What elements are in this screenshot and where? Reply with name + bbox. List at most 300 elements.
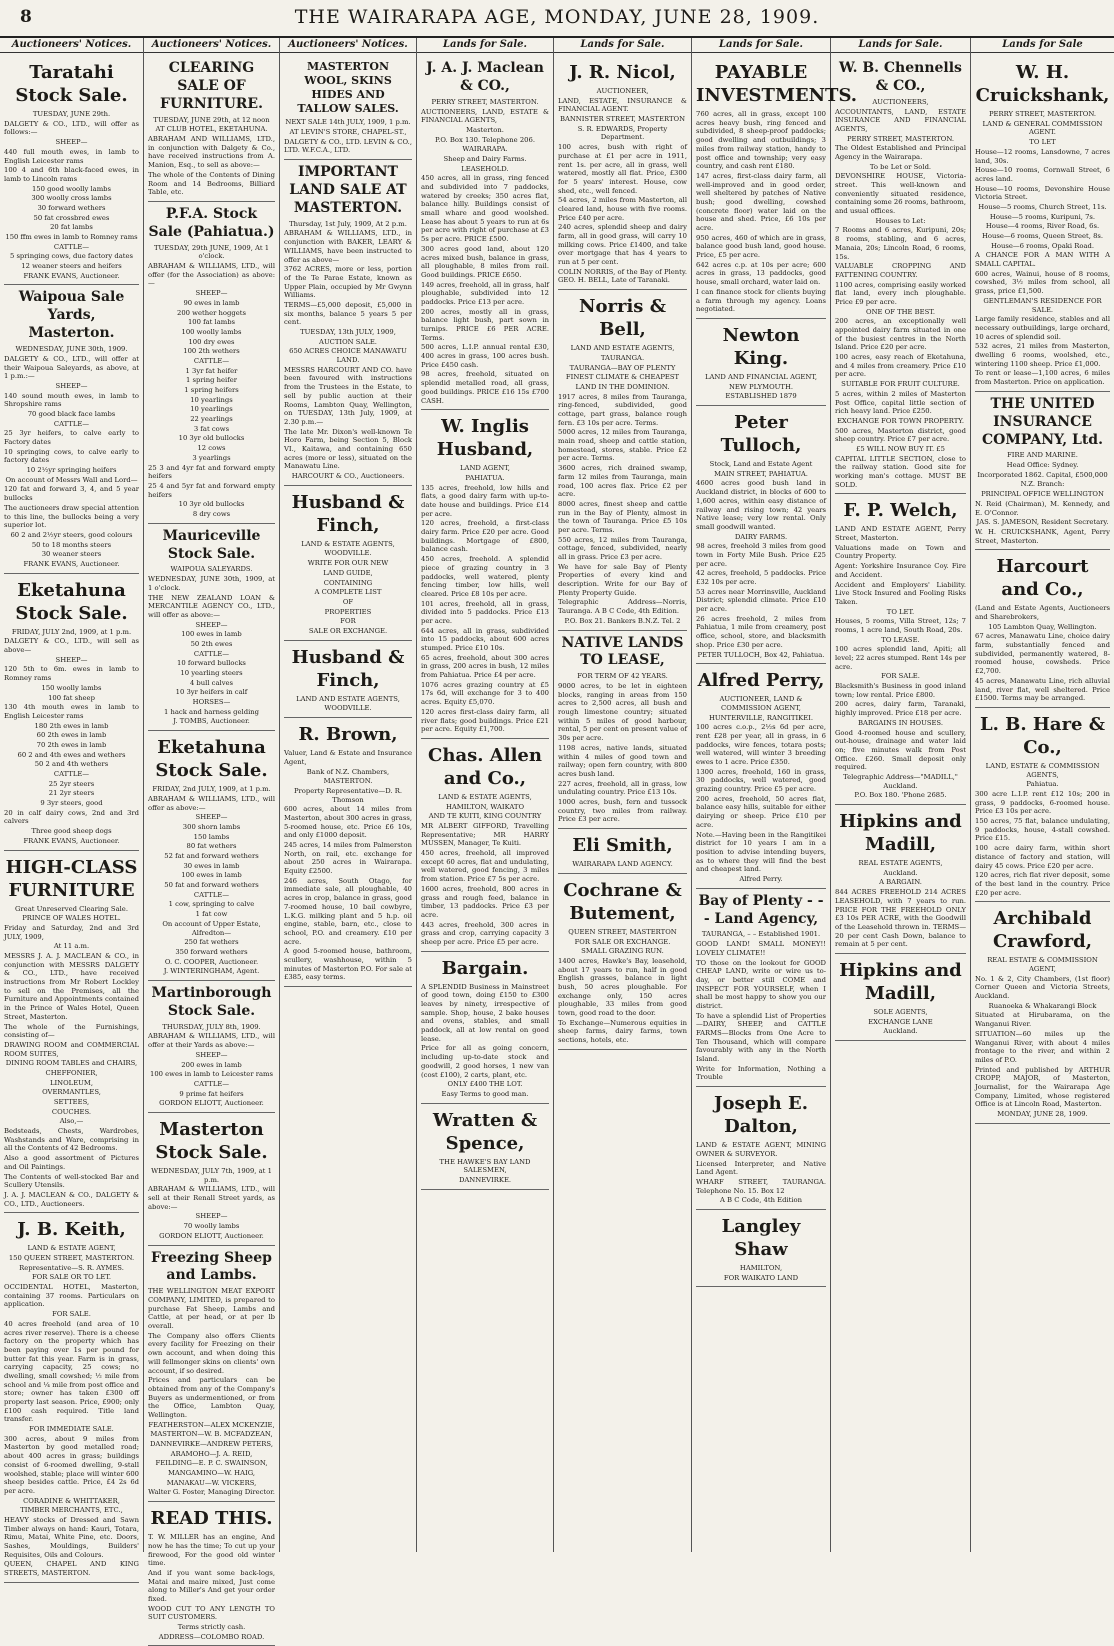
ad-line: CHEFFONIER, bbox=[45, 1068, 98, 1077]
ad-title: READ THIS. bbox=[150, 1508, 273, 1530]
ad-line: TAURANGA—BAY OF PLENTY bbox=[569, 363, 676, 372]
ad-line: Price for all as going concern, including up-to-date stock and goodwill, 2 good horses, 1 new van (cost £100), 2 carts, plant, etc. bbox=[421, 1044, 549, 1079]
ad-title: Hipkins and Madill, bbox=[839, 959, 962, 1004]
ad-line: ABRAHAM & WILLIAMS, LTD., in conjunction with BAKER, LEARY & WILLIAMS, have been instructed to offer as above— bbox=[284, 229, 412, 264]
ad-line: 760 acres, all in grass, except 100 acres heavy bush, ring fenced and subdivided, 8 sheep-proof paddocks; good dwelling and outbuildings; 3 miles from railway station, handy to post office and township; very easy country, and cash rent £180. bbox=[696, 110, 826, 171]
ad-line: LAND AND ESTATE AGENTS, bbox=[570, 344, 675, 353]
ad-line: Good 4-roomed house and scullery, out-house, drainage and water laid on; five minutes walk from Post Office. £260. Small deposit only required. bbox=[835, 728, 966, 772]
ad-line: 3 fat cows bbox=[193, 424, 230, 433]
ad-line: SHEEP— bbox=[195, 289, 228, 298]
ad-line: COUCHES. bbox=[51, 1107, 92, 1116]
ad-line: Three good sheep dogs bbox=[31, 827, 112, 836]
ad-title: Husband & Finch, bbox=[291, 491, 405, 536]
ad-line: 65 acres, freehold, about 300 acres in grass, 200 acres in bush, 12 miles from Pahiatua. Price £4 per acre. bbox=[421, 653, 549, 680]
ad-line: 149 acres, freehold, all in grass, half ploughable, subdivided into 12 paddocks. Price £13 per acre. bbox=[421, 280, 549, 306]
ad-line: 105 Lambton Quay, Wellington. bbox=[988, 622, 1097, 631]
ad-line: 10 springing cows, to calve early to factory dates bbox=[4, 447, 139, 465]
ad-title: Chas. Allen and Co., bbox=[428, 744, 542, 789]
ad-line: Representative—S. R. AYMES. bbox=[19, 1263, 124, 1272]
ad-line: 50 2 and 4th wethers bbox=[34, 760, 109, 769]
ad-line: 100 ewes in lamb bbox=[181, 871, 242, 880]
ad-line: CORADINE & WHITTAKER, bbox=[23, 1496, 120, 1505]
ad-line: REAL ESTATE AGENTS, bbox=[858, 859, 943, 868]
ad-line: P.O. Box 130. Telephone 206. bbox=[435, 135, 535, 144]
ad-line: FEILDING—E. P. C. SWAINSON, bbox=[155, 1459, 268, 1468]
ad-line: 180 2th ewes in lamb bbox=[34, 721, 109, 730]
advertisement bbox=[148, 1113, 275, 1246]
ad-line: 3762 ACRES, more or less, portion of the Te Parae Estate, known as Upper Plain, occupied by Mr Gwynn Williams. bbox=[284, 265, 412, 300]
ad-line: 10 yearlings bbox=[190, 395, 233, 404]
ad-line: 1076 acres grazing country at £5 17s 6d, will exchange for 3 to 400 acres. Equity £5,070. bbox=[421, 680, 549, 707]
ad-line: 12 weaner steers and heifers bbox=[21, 262, 122, 271]
ad-line: 300 acres good land, about 120 acres mixed bush, balance in grass, all ploughable, 8 miles from rail. Good buildings. PRICE £650. bbox=[421, 244, 549, 279]
ad-title: NATIVE LANDS TO LEASE, bbox=[561, 634, 684, 669]
ad-line: On account of Upper Estate, Alfredton— bbox=[162, 919, 261, 937]
advertisement bbox=[558, 290, 687, 630]
ad-line: HUNTERVILLE, RANGITIKEI. bbox=[708, 713, 814, 722]
ad-line: 100 fat sheep bbox=[48, 693, 95, 702]
ad-line: FOR IMMEDIATE SALE. bbox=[29, 1425, 114, 1434]
ad-line: No. 1 & 2, City Chambers, (1st floor) Corner Queen and Victoria Streets, Auckland. bbox=[975, 974, 1110, 1001]
ad-line: Easy Terms to good man. bbox=[441, 1089, 529, 1098]
ad-line: Agent: Yorkshire Insurance Coy. Fire and Accident. bbox=[835, 562, 966, 579]
masthead bbox=[0, 0, 1114, 38]
ad-line: 98 acres, freehold 3 miles from good town in Forty Mile Bush. Price £25 per acre. bbox=[696, 542, 826, 568]
column-header: Lands for Sale. bbox=[831, 38, 970, 53]
ad-line: PERRY STREET, MASTERTON. bbox=[846, 134, 955, 143]
ad-line: Bank of N.Z. Chambers, bbox=[306, 767, 390, 776]
ad-line: DALGETY & CO., LTD. LEVIN & CO., LTD. W.F.C.A., LTD. bbox=[284, 137, 412, 155]
ad-line: 500 acres, Masterton district, good sheep country. Price £7 per acre. bbox=[835, 426, 966, 444]
ad-line: Incorporated 1862. Capital, £500,000 bbox=[977, 470, 1108, 479]
ad-line: 100 ewes in lamb bbox=[181, 630, 242, 639]
ad-line: SHEEP— bbox=[195, 620, 228, 629]
ad-line: 450 acres, freehold, all improved except 60 acres, flat and undulating, well watered, good fencing, 3 miles from station. Price £7 5s per acre. bbox=[421, 849, 549, 884]
ad-line: HAMILTON, WAIKATO bbox=[445, 802, 525, 811]
ad-line: FOR TERM OF 42 YEARS. bbox=[577, 672, 668, 681]
advertisement bbox=[421, 56, 549, 410]
column-header: Lands for Sale. bbox=[692, 38, 830, 53]
ad-line: WOOD CUT TO ANY LENGTH TO SUIT CUSTOMERS. bbox=[148, 1604, 275, 1622]
ad-line: 8 dry cows bbox=[192, 509, 231, 518]
ad-line: T. W. MILLER has an engine, And now he has the time; To cut up your firewood, For the good old winter time. bbox=[148, 1533, 275, 1568]
ad-line: MONDAY, JUNE 28, 1909. bbox=[997, 1110, 1088, 1119]
ad-line: 1100 acres, comprising easily worked flat land, every inch ploughable. Price £9 per acre. bbox=[835, 280, 966, 306]
ad-line: GENTLEMAN'S RESIDENCE FOR SALE. bbox=[983, 296, 1102, 314]
ad-title: L. B. Hare & Co., bbox=[979, 713, 1106, 758]
ad-line: 100 acre dairy farm, within short distance of factory and station, will dairy 45 cows. Price £20 per acre. bbox=[975, 844, 1110, 870]
ad-title: W. B. Chennells & CO., bbox=[839, 60, 962, 94]
ad-line: 25 3yr heifers, to calve early to Factory dates bbox=[4, 429, 139, 447]
ad-line: House—12 rooms, Lansdowne, 7 acres land, 30s. bbox=[975, 147, 1110, 165]
ad-line: ONE OF THE BEST. bbox=[866, 307, 935, 316]
advertisement bbox=[975, 392, 1110, 551]
ad-line: Also,— bbox=[59, 1117, 84, 1126]
ad-line: SHEEP— bbox=[55, 138, 88, 147]
ad-line: Terms strictly cash. bbox=[177, 1623, 246, 1632]
ad-line: Ruanoeka & Whakarangi Block bbox=[988, 1001, 1097, 1010]
ad-line: WAIRARAPA LAND AGENCY. bbox=[572, 860, 673, 869]
ad-line: QUEEN, CHAPEL AND KING STREETS, MASTERTON. bbox=[4, 1560, 139, 1578]
ad-line: 120 acres, freehold, a first-class dairy farm. Price £20 per acre. Good buildings. Mortgage of £800, balance cash. bbox=[421, 519, 549, 554]
ad-line: GORDON ELIOTT, Auctioneer. bbox=[159, 1099, 264, 1108]
ad-line: Valuer, Land & Estate and Insurance Agent, bbox=[284, 749, 412, 766]
ad-line: CATTLE— bbox=[53, 770, 90, 779]
ad-line: 1000 acres, bush, fern and tussock country, two miles from railway. Price £3 per acre. bbox=[558, 797, 687, 824]
ad-line: A COMPLETE LIST bbox=[314, 588, 382, 597]
ad-title: MASTERTON WOOL, SKINS HIDES AND TALLOW SALES. bbox=[297, 60, 399, 116]
ad-line: J. WINTERINGHAM, Agent. bbox=[163, 967, 260, 976]
advertisement bbox=[4, 285, 139, 573]
ad-line: 52 fat and forward wethers bbox=[164, 852, 259, 861]
ad-title: Joseph E. Dalton, bbox=[713, 1093, 809, 1138]
advertisement bbox=[696, 1210, 826, 1287]
newspaper-column bbox=[692, 38, 858, 1552]
ad-line: We have for sale Bay of Plenty Properties of every kind and description. Write for our Bay of Plenty Property Guide. bbox=[558, 562, 687, 597]
ad-line: CATTLE— bbox=[193, 649, 230, 658]
ad-line: WEDNESDAY, JUNE 30th, 1909. bbox=[15, 345, 128, 354]
ad-line: TO LEASE. bbox=[881, 635, 920, 644]
ad-line: Houses, 5 rooms, Villa Street, 12s; 7 rooms, 1 acre land, South Road, 20s. bbox=[835, 617, 966, 634]
ad-title: CLEARING SALE OF FURNITURE. bbox=[160, 60, 263, 112]
ad-line: Blacksmith's Business in good inland town; low rental. Price £800. bbox=[835, 682, 966, 699]
ad-line: 53 acres near Morrinsville, Auckland District; splendid climate. Price £10 per acre. bbox=[696, 587, 826, 614]
ad-line: ADDRESS—COLOMBO ROAD. bbox=[158, 1632, 265, 1641]
ad-line: GORDON ELIOTT, Auctioneer. bbox=[159, 1231, 264, 1240]
ad-line: FRIDAY, 2nd JULY, 1909, at 1 p.m. bbox=[152, 785, 271, 794]
ad-line: WOODVILLE. bbox=[324, 704, 372, 713]
ad-line: Licensed Interpreter, and Native Land Agent. bbox=[696, 1159, 826, 1177]
ad-line: Accident and Employers' Liability. Live Stock Insured and Fooling Risks Taken. bbox=[835, 580, 966, 606]
ad-line: 50 fat and forward wethers bbox=[164, 881, 259, 890]
ad-line: At 11 a.m. bbox=[53, 942, 90, 951]
ad-line: 45 acres, Manawatu Line, rich alluvial land, river flat, well sheltered. Price £1500. Terms may be arranged. bbox=[975, 676, 1110, 703]
newspaper-column bbox=[0, 38, 144, 1578]
ad-line: ABRAHAM & WILLIAMS, LTD., will offer (for the Association) as above:— bbox=[148, 262, 275, 288]
ad-line: 26 acres freehold, 2 miles from Pahiatua, 1 mile from creamery, post office, school, store, and blacksmith shop. Price £30 per acre. bbox=[696, 614, 826, 649]
ad-line: CATTLE— bbox=[193, 890, 230, 899]
ad-line: EXCHANGE FOR TOWN PROPERTY. bbox=[836, 416, 965, 425]
ad-line: 70 woolly lambs bbox=[183, 1222, 240, 1231]
ad-line: FRANK EVANS, Auctioneer. bbox=[23, 271, 120, 280]
ad-line: 150 good woolly lambs bbox=[31, 184, 112, 193]
ad-line: 100 2th wethers bbox=[183, 347, 240, 356]
ad-line: 70 good black face lambs bbox=[27, 409, 116, 418]
ad-line: 600 acres, about 14 miles from Masterton, about 300 acres in grass, 5-roomed house, etc. Price £6 10s, and only £1000 deposit. bbox=[284, 805, 412, 840]
ad-title: Waipoua Sale Yards, Masterton. bbox=[18, 289, 125, 342]
ad-line: FOR WAIKATO LAND bbox=[723, 1273, 799, 1282]
ad-line: CONTAINING bbox=[323, 578, 373, 587]
column-header: Auctioneers' Notices. bbox=[144, 38, 279, 53]
ad-line: 1 hack and harness gelding bbox=[164, 707, 259, 716]
ad-line: 3600 acres, rich drained swamp, farm 12 miles from Tauranga, main road, 100 acres flax. Price £2 per acre. bbox=[558, 464, 687, 499]
ad-line: LAND & ESTATE AGENTS, bbox=[438, 792, 532, 801]
ad-line: 1 spring heifers bbox=[184, 386, 239, 395]
ad-title: THE UNITED INSURANCE COMPANY, Ltd. bbox=[982, 395, 1103, 448]
ad-line: GOOD LAND! SMALL MONEY!! LOVELY CLIMATE!! bbox=[696, 940, 826, 957]
ad-line: 950 acres, 460 of which are in grass, balance good bush land, good house. Price, £5 per acre. bbox=[696, 233, 826, 260]
ad-line: CATTLE— bbox=[193, 1079, 230, 1088]
ad-line: 450 acres, all in grass, ring fenced and subdivided into 7 paddocks, watered by creeks; 350 acres flat, balance hilly. Buildings consist of small whare and good woolshed. Lease has about 5 years to run at 6s per acre with right of purchase at £3 5s per acre. PRICE £500. bbox=[421, 174, 549, 244]
advertisement bbox=[975, 56, 1110, 392]
advertisement bbox=[696, 889, 826, 1088]
ad-line: 30 weaner steers bbox=[41, 550, 102, 559]
ad-line: DALGETY & CO., LTD., will offer at their Waipoua Saleyards, as above, at 1 p.m.:— bbox=[4, 354, 139, 381]
ad-line: 1917 acres, 8 miles from Tauranga, ring-fenced, subdivided, good cottage, part grass, balance rough fern. £3 10s per acre. Terms. bbox=[558, 392, 687, 427]
ad-line: ABRAHAM & WILLIAMS, LTD., will sell at their Renall Street yards, as above:— bbox=[148, 1185, 275, 1211]
ad-line: 9000 acres, to be let in eighteen blocks, ranging in areas from 150 acres to 2,500 acres, all bush and rough limestone country; situated within 5 miles of good harbour, rental, 5 per cent on present value of 30s per acre. bbox=[558, 682, 687, 743]
ad-line: OVERMANTLES, bbox=[42, 1088, 101, 1097]
ad-line: 20 fat lambs bbox=[50, 223, 93, 232]
ad-title: P.F.A. Stock Sale (Pahiatua.) bbox=[148, 205, 275, 240]
ad-line: VALUABLE CROPPING AND FATTENING COUNTRY. bbox=[835, 262, 966, 279]
ad-line: TIMBER MERCHANTS, ETC., bbox=[20, 1506, 123, 1515]
ad-line: 120 acres first-class dairy farm, all river flats; good buildings. Price £21 per acre. Equity £1,700. bbox=[421, 707, 549, 734]
ad-line: 1400 acres, Hawke's Bay, leasehold, about 17 years to run, half in good English grasses, balance in light bush, 50 acres ploughable. For exchange only, 150 acres ploughable, 33 miles from good town, good road to the door. bbox=[558, 956, 687, 1017]
ad-line: MANGAMINO—W. HAIG, bbox=[167, 1469, 256, 1478]
ad-line: 1 3yr fat heifer bbox=[185, 366, 238, 375]
ad-line: DINING ROOM TABLES and CHAIRS, bbox=[5, 1059, 138, 1068]
ad-title: PAYABLE INVESTMENTS. bbox=[696, 62, 858, 107]
ad-line: WOODVILLE. bbox=[324, 549, 372, 558]
ad-line: ONLY £400 THE LOT. bbox=[447, 1080, 523, 1089]
ad-line: 20 in calf dairy cows, 2nd and 3rd calvers bbox=[4, 808, 139, 826]
ad-line: ABRAHAM & WILLIAMS, LTD., will offer as above:— bbox=[148, 794, 275, 812]
ad-line: 300 woolly cross lambs bbox=[31, 194, 112, 203]
ad-line: 60 2 and 2½yr steers, good colours bbox=[10, 530, 133, 539]
ad-line: The whole of the Contents of Dining Room and 14 Bedrooms, Billiard Table, etc. bbox=[148, 170, 275, 197]
ad-line: 54 acres, 2 miles from Masterton, all cleared land, house with five rooms. Price £40 per acre. bbox=[558, 196, 687, 222]
ad-title: Alfred Perry, bbox=[697, 670, 825, 692]
ad-line: 450 acres, freehold. A splendid piece of grazing country in 3 paddocks, well watered, plenty fencing timber, low hills, well cleared. Price £8 10s per acre. bbox=[421, 555, 549, 598]
ad-line: 10 3yr heifers in calf bbox=[175, 688, 248, 697]
ad-line: ESTABLISHED 1879 bbox=[725, 392, 797, 401]
ad-title: Mauriceville Stock Sale. bbox=[162, 527, 261, 562]
ad-line: OCCIDENTAL HOTEL, Masterton, containing 37 rooms. Particulars on application. bbox=[4, 1283, 139, 1309]
ad-line: WHARF STREET, TAURANGA. Telephone No. 15. Box 12 bbox=[696, 1177, 826, 1195]
ad-line: AUCTIONEER, bbox=[596, 87, 649, 96]
ad-line: To rent or lease—1,100 acres, 6 miles from Masterton. Price on application. bbox=[975, 369, 1110, 386]
ad-line: SALE OR EXCHANGE. bbox=[308, 626, 388, 635]
ad-line: AUCTIONEERS, bbox=[872, 97, 929, 106]
ad-line: 42 acres, freehold, 5 paddocks. Price £32 10s per acre. bbox=[696, 569, 826, 586]
newspaper-column bbox=[417, 38, 554, 1552]
ad-line: FOR bbox=[340, 617, 356, 626]
newspaper-column bbox=[971, 38, 1114, 1552]
ad-line: PERRY STREET, MASTERTON. bbox=[988, 110, 1097, 119]
column-header: Lands for Sale bbox=[971, 38, 1114, 53]
ad-line: 7 Rooms and 6 acres, Kuripuni, 20s; 8 rooms, stabling, and 6 acres, Manaia, 20s; Lincoln Road, 6 rooms, 15s. bbox=[835, 226, 966, 261]
ad-line: HARCOURT & CO., Auctioneers. bbox=[291, 472, 405, 481]
ad-line: MAIN STREET, PAHIATUA. bbox=[714, 469, 808, 478]
advertisement bbox=[421, 410, 549, 739]
ad-line: CATTLE— bbox=[53, 419, 90, 428]
ad-line: 150 QUEEN STREET, MASTERTON. bbox=[8, 1254, 135, 1262]
ad-title: F. P. Welch, bbox=[843, 500, 958, 522]
advertisement bbox=[284, 641, 412, 718]
ad-line: FOR SALE. bbox=[881, 672, 920, 681]
ad-line: SUITABLE FOR FRUIT CULTURE. bbox=[841, 380, 960, 389]
ad-line: THURSDAY, JULY 8th, 1909. bbox=[162, 1022, 261, 1031]
ad-line: FRIDAY, JULY 2nd, 1909, at 1 p.m. bbox=[11, 627, 132, 636]
ad-title: Bargain. bbox=[441, 957, 529, 979]
ad-line: Houses to Let: bbox=[875, 216, 926, 225]
ad-line: LEASEHOLD. bbox=[461, 164, 509, 173]
ad-line: N. Reid (Chairman), M. Kennedy, and E. O'Connor. bbox=[975, 499, 1110, 517]
ad-line: LAND GUIDE, bbox=[323, 568, 373, 577]
ad-line: 120 fat and forward 3, 4, and 5 year bullocks bbox=[4, 485, 139, 503]
ad-line: Great Unreserved Clearing Sale. bbox=[15, 904, 128, 913]
ad-line: 25 2yr steers bbox=[48, 779, 95, 788]
ad-line: NEXT SALE 14th JULY, 1909, 1 p.m. bbox=[285, 118, 411, 127]
ad-line: The Oldest Established and Principal Agency in the Wairarapa. bbox=[835, 144, 966, 161]
ad-line: 90 ewes in lamb bbox=[183, 298, 240, 307]
ad-line: House—6 rooms, Opaki Road. bbox=[990, 241, 1095, 250]
advertisement bbox=[975, 550, 1110, 708]
ad-line: 10 3yr old bullocks bbox=[178, 500, 245, 509]
ad-line: COLIN NORRIS, of the Bay of Plenty. GEO. H. BELL, Late of Taranaki. bbox=[558, 267, 687, 285]
ad-line: SETTEES, bbox=[53, 1098, 90, 1107]
ad-line: N.Z. Branch: bbox=[1020, 480, 1065, 489]
ad-line: OF bbox=[342, 597, 354, 606]
ad-line: 440 full mouth ewes, in lamb to English Leicester rams bbox=[4, 147, 139, 165]
ad-line: 50 fat crossbred ewes bbox=[33, 213, 110, 222]
ad-line: TO LET. bbox=[886, 607, 915, 616]
advertisement bbox=[4, 1213, 139, 1582]
advertisement bbox=[421, 952, 549, 1104]
ad-line: DANNEVIRKE. bbox=[458, 1176, 512, 1185]
ad-line: PERRY STREET, MASTERTON. bbox=[431, 97, 539, 106]
ad-line: 50 2th ewes bbox=[190, 639, 233, 648]
ad-line: Property Representative—D. R. Thomson bbox=[293, 786, 403, 804]
ad-line: ARAMOHO—J. A. REID, bbox=[170, 1449, 253, 1458]
ad-line: P.O. Box 180. 'Phone 2685. bbox=[854, 791, 947, 800]
ad-line: QUEEN STREET, MASTERTON bbox=[568, 927, 677, 936]
ad-line: LAND AGENT, bbox=[460, 464, 510, 473]
ad-line: DRAWING ROOM and COMMERCIAL ROOM SUITES, bbox=[4, 1040, 139, 1058]
ad-line: Bedsteads, Chests, Wardrobes, Washstands and Ware, comprising in all the Contents of 42 Bedrooms. bbox=[4, 1127, 139, 1153]
ad-title: Cochrane & Butement, bbox=[563, 879, 682, 924]
ad-line: 9 3yr steers, good bbox=[40, 799, 103, 808]
ad-title: HIGH-CLASS FURNITURE bbox=[5, 856, 138, 901]
ad-title: Bay of Plenty - - - Land Agency, bbox=[698, 892, 824, 927]
ad-line: 300 acres, about 9 miles from Masterton by good metalled road; about 400 acres in grass; buildings consist of 6-roomed dwelling, 9-stall woolshed, stable; place will winter 600 sheep besides cattle. Price, £4 2s 6d per acre. bbox=[4, 1434, 139, 1495]
ad-line: 5000 acres, 12 miles from Tauranga, main road, sheep and cattle station, homestead, stores, stable. Price £2 per acre. Terms. bbox=[558, 428, 687, 463]
ad-line: ABRAHAM AND WILLIAMS, LTD., in conjunction with Dalgety & Co., have received instructions from A. Manion, Esq., to sell as above:— bbox=[148, 135, 275, 170]
advertisement bbox=[284, 56, 412, 160]
ad-line: TUESDAY, JUNE 29th, at 12 noon bbox=[153, 115, 270, 124]
ad-line: LAND, ESTATE, INSURANCE & FINANCIAL AGENT. bbox=[558, 96, 687, 114]
ad-line: 30 ewes in lamb bbox=[183, 861, 240, 870]
ad-line: 150 acres, 75 flat, balance undulating, 9 paddocks, house, 4-stall cowshed. Price £15. bbox=[975, 817, 1110, 843]
ad-line: DANNEVIRKE—ANDREW PETERS, bbox=[149, 1440, 273, 1449]
ad-line: LAND & ESTATE AGENT, MINING OWNER & SURVEYOR. bbox=[696, 1141, 826, 1158]
column-header: Auctioneers' Notices. bbox=[280, 38, 416, 53]
ad-line: FRANK EVANS, Auctioneer. bbox=[23, 836, 120, 845]
ad-line: LINOLEUM, bbox=[49, 1078, 94, 1087]
ad-line: 120 5th to 6m. ewes in lamb to Romney rams bbox=[4, 665, 139, 683]
ad-line: 10 yearlings bbox=[190, 405, 233, 414]
ad-line: 60 2th ewes in lamb bbox=[36, 731, 107, 740]
ad-line: DALGETY & CO., LTD., will sell as above— bbox=[4, 637, 139, 655]
ad-line: W. H. CRUICKSHANK, Agent, Perry Street, Masterton. bbox=[975, 527, 1110, 545]
ad-line: TO LET bbox=[1029, 138, 1056, 147]
ad-line: HAMILTON, bbox=[739, 1264, 783, 1273]
ad-line: EXCHANGE LANE bbox=[868, 1017, 933, 1026]
advertisement bbox=[975, 902, 1110, 1123]
ad-line: SHEEP— bbox=[195, 1212, 228, 1221]
ad-line: MESSRS J. A. J. MACLEAN & CO., in conjunction with MESSRS DALGETY & CO., LTD., have received instructions from Mr Robert Lockley to sell on the Premises, all the Furniture and Appointments contained in the Prince of Wales Hotel, Queen Street, Masterton. bbox=[4, 952, 139, 1021]
ad-line: A BARGAIN. bbox=[879, 878, 922, 887]
ad-title: Freezing Sheep and Lambs. bbox=[151, 1249, 272, 1284]
ad-line: AUCTIONEERS, LAND, ESTATE & FINANCIAL AGENTS, bbox=[421, 107, 549, 125]
ad-line: 25 3 and 4yr fat and forward empty heifers bbox=[148, 463, 275, 481]
ad-line: 101 acres, freehold, all in grass, divided into 5 paddocks. Price £13 per acre. bbox=[421, 599, 549, 625]
ad-line: BANNISTER STREET, MASTERTON bbox=[559, 115, 686, 124]
ad-line: FINEST CLIMATE & CHEAPEST bbox=[565, 373, 680, 382]
newspaper-column bbox=[280, 38, 417, 1552]
ad-line: LAND AND ESTATE AGENT, Perry Street, Masterton. bbox=[835, 525, 966, 543]
ad-line: AT CLUB HOTEL, EKETAHUNA. bbox=[155, 125, 268, 134]
ad-title: Taratahi Stock Sale. bbox=[15, 62, 128, 107]
ad-line: DAIRY FARMS. bbox=[734, 532, 788, 541]
ad-line: House—10 rooms, Cornwall Street, 6 acres land. bbox=[975, 166, 1110, 183]
ad-line: 300 acre L.I.P. rent £12 10s; 200 in grass, 9 paddocks, 6-roomed house. Price £3 10s per acre. bbox=[975, 790, 1110, 816]
ad-line: 200 acres, an exceptionally well appointed dairy farm situated in one of the busiest centres in the North Island. Price £20 per acre. bbox=[835, 317, 966, 352]
ad-line: S. R. EDWARDS, Property Department. bbox=[577, 124, 668, 142]
advertisement bbox=[558, 56, 687, 290]
ad-line: Head Office: Sydney. bbox=[1006, 461, 1079, 470]
ad-line: House—6 rooms, Queen Street, 8s. bbox=[981, 232, 1104, 240]
ad-line: LAND & GENERAL COMMISSION AGENT. bbox=[982, 119, 1103, 137]
ad-line: 98 acres, freehold, situated on splendid metalled road, all grass, good buildings. PRICE £16 15s £700 CASH. bbox=[421, 370, 549, 405]
ad-line: TAURANGA, – – Established 1901. bbox=[701, 930, 821, 939]
ad-line: The whole of the Furnishings, consisting of— bbox=[4, 1022, 139, 1040]
newspaper-column bbox=[831, 38, 971, 1552]
ad-line: ACCOUNTANTS, LAND, ESTATE INSURANCE AND FINANCIAL AGENTS, bbox=[835, 107, 966, 133]
advertisement bbox=[148, 56, 275, 202]
ad-title: Eketahuna Stock Sale. bbox=[15, 579, 128, 624]
ad-line: 30 forward wethers bbox=[37, 203, 106, 212]
ad-title: Masterton Stock Sale. bbox=[155, 1118, 268, 1163]
ad-line: MASTERTON—W. B. MCFADZEAN, bbox=[150, 1430, 273, 1439]
ad-line: 22 yearlings bbox=[190, 415, 233, 424]
ad-line: To Exchange—Numerous equities in sheep farms, dairy farms, town sections, hotels, etc. bbox=[558, 1018, 687, 1045]
newspaper-column bbox=[144, 38, 280, 1641]
ad-line: 3 yearlings bbox=[192, 453, 231, 462]
ad-line: 1 fat cow bbox=[195, 910, 228, 919]
ad-line: (Land and Estate Agents, Auctioneers and Sharebrokers, bbox=[975, 604, 1110, 622]
ad-line: AUCTION SALE. bbox=[319, 337, 377, 346]
ad-title: J. A. J. Maclean & CO., bbox=[426, 60, 544, 94]
ad-title: IMPORTANT LAND SALE AT MASTERTON. bbox=[289, 164, 407, 216]
ad-line: 150 ffm ewes in lamb to Romney rams bbox=[5, 233, 138, 241]
ad-line: SITUATION—60 miles up the Wanganui River, with about 4 miles frontage to the river, and within 2 miles of P.O. bbox=[975, 1029, 1110, 1064]
ad-line: 250 fat wethers bbox=[184, 938, 239, 947]
ad-line: 140 sound mouth ewes, in lamb to Shropshire rams bbox=[4, 391, 139, 409]
ad-line: Also a good assortment of Pictures and Oil Paintings. bbox=[4, 1154, 139, 1171]
advertisement bbox=[696, 319, 826, 406]
ad-title: Peter Tulloch, bbox=[720, 412, 802, 457]
ad-line: WEDNESDAY, JUNE 30th, 1909, at 1 o'clock. bbox=[148, 575, 275, 592]
ad-line: 100 dry ewes bbox=[188, 337, 235, 346]
ad-line: CATTLE— bbox=[193, 356, 230, 365]
ad-line: 1 cow, springing to calve bbox=[168, 900, 255, 909]
ad-line: 100 acres splendid land, Apiti; all level; 22 acres stumped. Rent 14s per acre. bbox=[835, 645, 966, 671]
advertisement bbox=[696, 1087, 826, 1210]
ad-title: J. R. Nicol, bbox=[569, 62, 676, 83]
ad-line: 200 acres, mostly all in grass, balance light bush, part sown in turnips. PRICE £6 PER ACRE. Terms. bbox=[421, 307, 549, 342]
